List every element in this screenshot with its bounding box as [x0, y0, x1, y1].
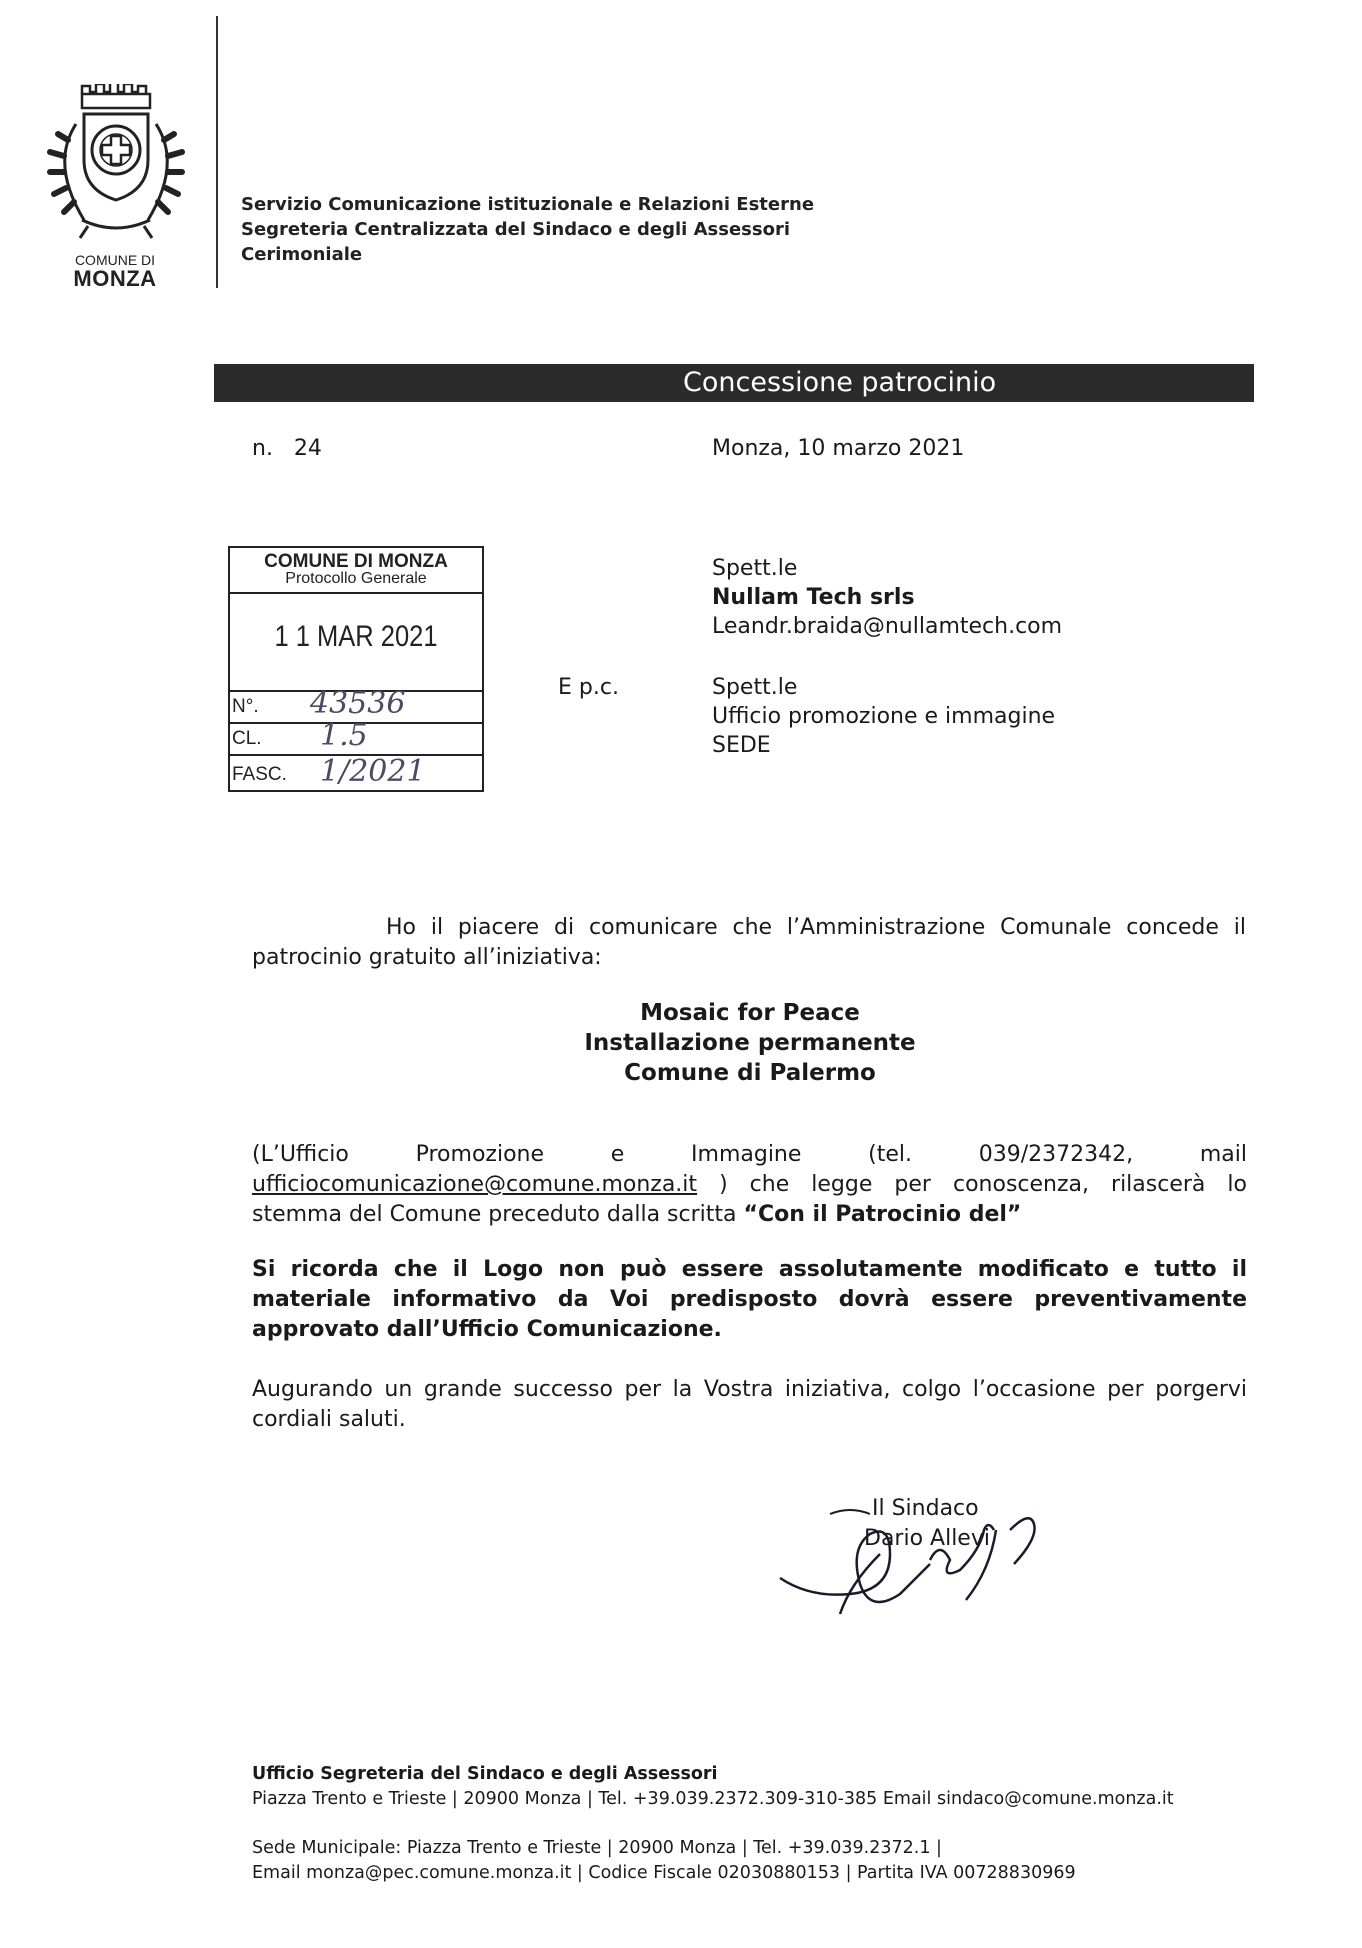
cc-salutation: Spett.le: [712, 675, 798, 700]
office-note-line2-rest: ) che legge per conoscenza, rilascerà lo: [697, 1172, 1247, 1197]
footer-office-title: Ufficio Segreteria del Sindaco e degli Assessori: [252, 1764, 718, 1784]
stamp-date: 1 1 MAR 2021: [274, 620, 438, 653]
footer-seat-line1: Sede Municipale: Piazza Trento e Trieste | 20900 Monza | Tel. +39.039.2372.1 |: [252, 1838, 942, 1858]
office-email-link[interactable]: ufficiocomunicazione@comune.monza.it: [252, 1172, 698, 1197]
intro-paragraph-first-line: Ho il piacere di comunicare che l’Amministrazione Comunale concede il: [386, 915, 1246, 940]
signature-role: Il Sindaco: [872, 1496, 979, 1521]
logo-text-small: COMUNE DI: [74, 252, 156, 268]
office-note-line1: (L’Ufficio Promozione e Immagine (tel. 039/2372342, mail: [252, 1142, 1247, 1167]
office-line-communication: Servizio Comunicazione istituzionale e Relazioni Esterne: [241, 194, 815, 215]
footer-office-address: Piazza Trento e Trieste | 20900 Monza | Tel. +39.039.2372.309-310-385 Email sindaco@comune.monza.it: [252, 1789, 1174, 1809]
patronage-quote: “Con il Patrocinio del”: [743, 1202, 1022, 1227]
footer-seat-line2: Email monza@pec.comune.monza.it | Codice Fiscale 02030880153 | Partita IVA 00728830969: [252, 1863, 1076, 1883]
protocol-number: n. 24: [252, 436, 322, 461]
recipient-salutation: Spett.le: [712, 556, 798, 581]
office-note-line3: [252, 1200, 1021, 1230]
document-title: Concessione patrocinio: [683, 367, 997, 398]
stamp-row-value: 43536: [310, 686, 406, 721]
stamp-row-label: N°.: [232, 696, 259, 717]
initiative-type: Installazione permanente: [584, 1030, 916, 1056]
logo-text-large: MONZA: [73, 266, 157, 291]
cc-office: Ufficio promozione e immagine: [712, 704, 1056, 729]
recipient-name: Nullam Tech srls: [712, 585, 915, 610]
protocol-stamp: [228, 546, 484, 792]
stamp-header: [230, 548, 482, 594]
initiative-name: Mosaic for Peace: [640, 1000, 860, 1026]
stamp-row-class: [230, 718, 482, 754]
stamp-row-folder: [230, 754, 482, 792]
stamp-row-value: 1.5: [320, 718, 368, 753]
stamp-row-label: FASC.: [232, 764, 287, 785]
stamp-subtitle: Protocollo Generale: [285, 570, 427, 587]
closing-paragraph: Augurando un grande successo per la Vostra iniziativa, colgo l’occasione per porgervi cordiali saluti.: [252, 1377, 1247, 1432]
logo-warning-paragraph: Si ricorda che il Logo non può essere assolutamente modificato e tutto il materiale informativo da Voi predisposto dovrà essere preventivamente approvato dall’Ufficio Comunicazione.: [252, 1257, 1247, 1342]
place-date: Monza, 10 marzo 2021: [712, 436, 965, 461]
signature-name: Dario Allevi: [864, 1526, 990, 1551]
intro-paragraph-cont: patrocinio gratuito all’iniziativa:: [252, 945, 602, 970]
office-line-ceremonial: Cerimoniale: [241, 244, 363, 265]
stamp-title: COMUNE DI MONZA: [264, 551, 448, 572]
office-note-line3-text: stemma del Comune preceduto dalla scritta: [252, 1202, 744, 1227]
recipient-email[interactable]: Leandr.braida@nullamtech.com: [712, 614, 1063, 639]
initiative-location: Comune di Palermo: [624, 1060, 876, 1086]
monza-crest-icon: [38, 84, 194, 244]
stamp-row-label: CL.: [232, 728, 262, 749]
handwritten-signature-icon: [770, 1490, 1070, 1620]
stamp-row-value: 1/2021: [320, 754, 426, 789]
cc-location: SEDE: [712, 733, 771, 758]
header-divider: [216, 16, 218, 288]
cc-label: E p.c.: [558, 675, 619, 700]
office-line-secretariat: Segreteria Centralizzata del Sindaco e degli Assessori: [241, 219, 791, 240]
office-note-line2: [252, 1170, 1247, 1200]
